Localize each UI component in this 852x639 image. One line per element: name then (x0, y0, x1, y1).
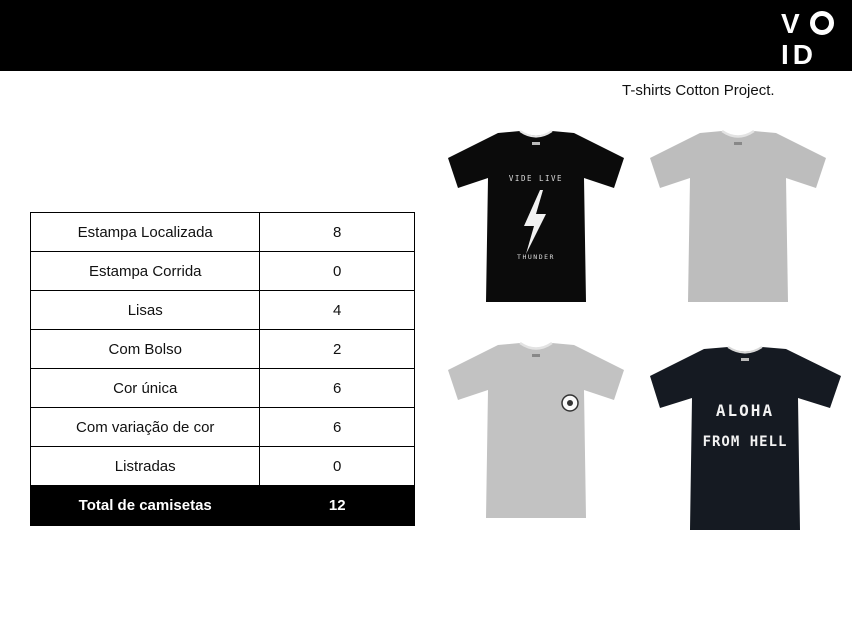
table-row (31, 330, 415, 369)
total-label: Total de camisetas (31, 486, 260, 526)
row-value: 4 (260, 291, 415, 330)
row-value: 0 (260, 252, 415, 291)
table-row (31, 408, 415, 447)
table-row (31, 291, 415, 330)
row-label: Cor única (31, 369, 260, 408)
row-value: 2 (260, 330, 415, 369)
svg-text:ID: ID (781, 39, 817, 67)
header-bar (0, 0, 852, 71)
shirt-print-bottom: THUNDER (517, 253, 555, 261)
total-value: 12 (260, 486, 415, 526)
table-row (31, 447, 415, 486)
row-value: 0 (260, 447, 415, 486)
row-label: Estampa Corrida (31, 252, 260, 291)
navy-tshirt-image (648, 344, 843, 532)
row-label: Lisas (31, 291, 260, 330)
row-value: 8 (260, 213, 415, 252)
tshirt-stats-table (30, 212, 415, 526)
svg-text:V: V (781, 8, 800, 39)
table-row (31, 369, 415, 408)
row-label: Estampa Localizada (31, 213, 260, 252)
row-label: Listradas (31, 447, 260, 486)
total-row (31, 486, 415, 526)
shirt-print-bottom: FROM HELL (702, 434, 788, 450)
void-logo (781, 7, 835, 67)
grey-pocket-tshirt-image (446, 340, 626, 520)
shirt-print-top: ALOHA (715, 401, 775, 420)
row-label: Com variação de cor (31, 408, 260, 447)
grey-tshirt-image (648, 128, 828, 304)
page-subtitle: T-shirts Cotton Project. (622, 82, 775, 99)
row-value: 6 (260, 408, 415, 447)
shirt-print-top: VIDE LIVE (508, 174, 564, 183)
row-value: 6 (260, 369, 415, 408)
table-row (31, 213, 415, 252)
black-tshirt-image (446, 128, 626, 304)
row-label: Com Bolso (31, 330, 260, 369)
table-row (31, 252, 415, 291)
